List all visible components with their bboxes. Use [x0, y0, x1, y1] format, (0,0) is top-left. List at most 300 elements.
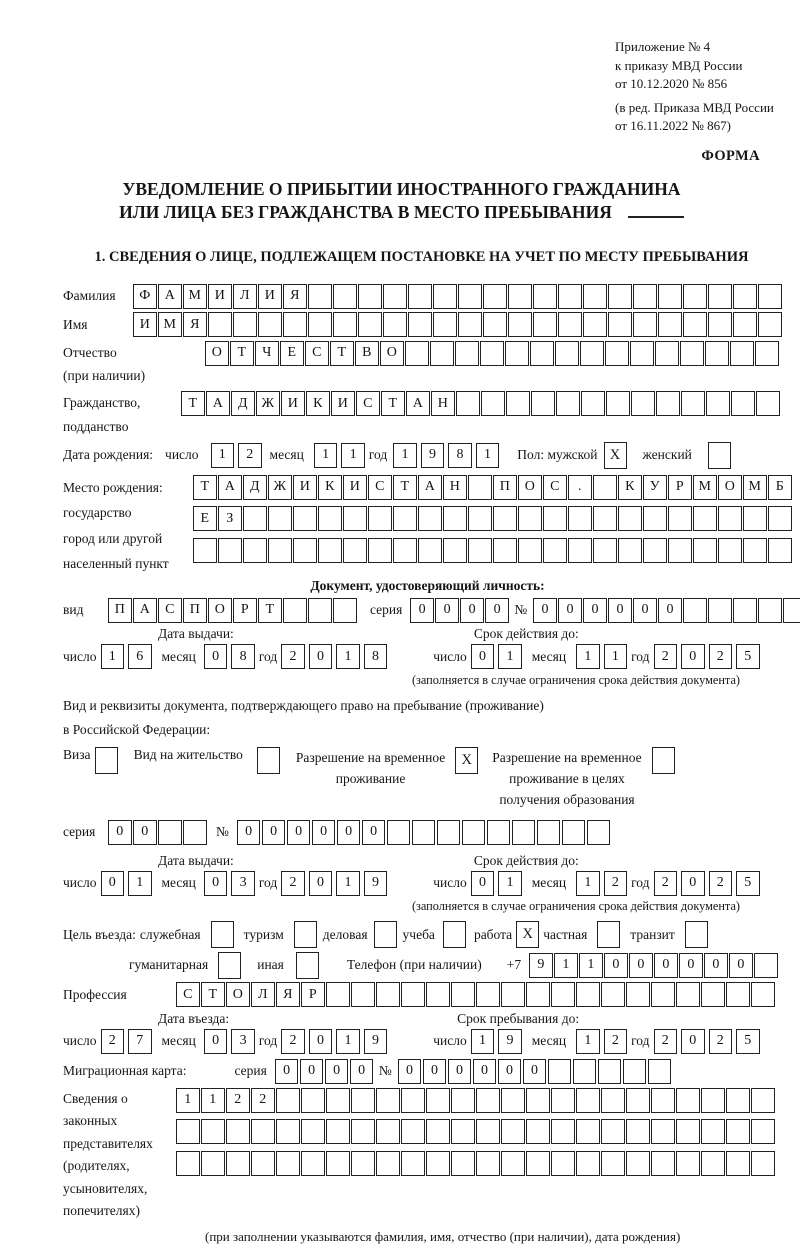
form-cell[interactable] — [701, 1119, 725, 1144]
form-cell[interactable] — [483, 284, 507, 309]
form-cell[interactable] — [643, 506, 667, 531]
form-cell-filled[interactable]: Т — [258, 598, 282, 623]
form-cell-filled[interactable]: 0 — [448, 1059, 472, 1084]
form-cell-filled[interactable]: 0 — [633, 598, 657, 623]
form-cell-filled[interactable]: Т — [230, 341, 254, 366]
form-cell[interactable] — [651, 1088, 675, 1113]
form-cell[interactable] — [318, 538, 342, 563]
form-cell[interactable] — [193, 538, 217, 563]
form-cell[interactable] — [308, 598, 332, 623]
form-cell-filled[interactable]: О — [205, 341, 229, 366]
form-cell-filled[interactable]: 0 — [608, 598, 632, 623]
form-cell-filled[interactable]: 6 — [128, 644, 152, 669]
form-cell-filled[interactable]: Л — [233, 284, 257, 309]
form-cell[interactable] — [555, 341, 579, 366]
form-cell-filled[interactable]: 2 — [101, 1029, 125, 1054]
form-cell[interactable] — [551, 1119, 575, 1144]
form-cell-filled[interactable]: 1 — [471, 1029, 495, 1054]
form-cell-filled[interactable]: 0 — [460, 598, 484, 623]
form-cell[interactable] — [726, 982, 750, 1007]
form-cell[interactable] — [701, 1151, 725, 1176]
form-cell-filled[interactable]: 1 — [336, 644, 360, 669]
form-cell[interactable] — [218, 538, 242, 563]
form-cell[interactable] — [276, 1088, 300, 1113]
form-cell-filled[interactable]: И — [133, 312, 157, 337]
form-cell-filled[interactable]: 0 — [681, 871, 705, 896]
form-cell-filled[interactable]: 0 — [533, 598, 557, 623]
form-cell[interactable] — [658, 312, 682, 337]
form-cell[interactable] — [668, 506, 692, 531]
form-cell-filled[interactable]: К — [318, 475, 342, 500]
form-cell[interactable] — [501, 982, 525, 1007]
form-cell[interactable] — [476, 1119, 500, 1144]
form-cell[interactable] — [426, 982, 450, 1007]
form-cell[interactable] — [526, 1151, 550, 1176]
form-cell-filled[interactable]: 1 — [604, 644, 628, 669]
form-cell-filled[interactable]: О — [380, 341, 404, 366]
form-cell[interactable] — [573, 1059, 597, 1084]
form-cell-filled[interactable]: 0 — [523, 1059, 547, 1084]
form-cell[interactable] — [201, 1119, 225, 1144]
form-cell-filled[interactable]: 5 — [736, 1029, 760, 1054]
form-cell-filled[interactable]: 0 — [309, 1029, 333, 1054]
form-cell[interactable] — [468, 538, 492, 563]
form-cell-filled[interactable]: 2 — [238, 443, 262, 468]
form-cell[interactable] — [301, 1119, 325, 1144]
form-cell[interactable] — [683, 284, 707, 309]
form-cell[interactable] — [456, 391, 480, 416]
form-cell-filled[interactable]: 1 — [576, 871, 600, 896]
form-cell-filled[interactable]: 5 — [736, 871, 760, 896]
form-cell-filled[interactable]: 9 — [529, 953, 553, 978]
form-cell[interactable] — [568, 506, 592, 531]
form-cell-filled[interactable]: П — [108, 598, 132, 623]
form-cell-filled[interactable]: И — [281, 391, 305, 416]
form-cell-filled[interactable]: 1 — [201, 1088, 225, 1113]
form-cell[interactable] — [768, 538, 792, 563]
form-cell[interactable] — [483, 312, 507, 337]
form-cell-filled[interactable]: 0 — [729, 953, 753, 978]
form-cell[interactable] — [652, 747, 675, 774]
form-cell[interactable] — [706, 391, 730, 416]
form-cell[interactable] — [218, 952, 241, 979]
form-cell[interactable] — [730, 341, 754, 366]
form-cell-filled[interactable]: 0 — [435, 598, 459, 623]
form-cell[interactable] — [626, 1088, 650, 1113]
form-cell[interactable] — [296, 952, 319, 979]
form-cell-filled[interactable]: 9 — [364, 1029, 388, 1054]
form-cell-filled[interactable]: О — [518, 475, 542, 500]
form-cell[interactable] — [783, 598, 800, 623]
form-cell[interactable] — [648, 1059, 672, 1084]
form-cell[interactable] — [655, 341, 679, 366]
form-cell-filled[interactable]: А — [218, 475, 242, 500]
form-cell[interactable] — [468, 475, 492, 500]
form-cell[interactable] — [443, 538, 467, 563]
form-cell[interactable] — [276, 1151, 300, 1176]
form-cell[interactable] — [593, 538, 617, 563]
form-cell[interactable] — [518, 506, 542, 531]
form-cell-filled[interactable]: 0 — [398, 1059, 422, 1084]
form-cell-filled[interactable]: И — [258, 284, 282, 309]
form-cell-filled[interactable]: 0 — [204, 1029, 228, 1054]
form-cell-filled[interactable]: К — [306, 391, 330, 416]
form-cell[interactable] — [508, 312, 532, 337]
form-cell[interactable] — [418, 506, 442, 531]
form-cell[interactable] — [755, 341, 779, 366]
form-cell-filled[interactable]: Т — [193, 475, 217, 500]
form-cell[interactable] — [293, 506, 317, 531]
form-cell[interactable] — [633, 284, 657, 309]
form-cell[interactable] — [733, 598, 757, 623]
form-cell[interactable] — [683, 312, 707, 337]
form-cell[interactable] — [508, 284, 532, 309]
form-cell[interactable] — [343, 538, 367, 563]
form-cell[interactable] — [743, 538, 767, 563]
form-cell[interactable] — [597, 921, 620, 948]
form-cell[interactable] — [433, 284, 457, 309]
form-cell-filled[interactable]: 8 — [231, 644, 255, 669]
form-cell-filled[interactable]: 0 — [471, 644, 495, 669]
form-cell-filled[interactable]: 1 — [579, 953, 603, 978]
form-cell-filled[interactable]: 9 — [421, 443, 445, 468]
form-cell-filled[interactable]: 1 — [393, 443, 417, 468]
form-cell-filled[interactable]: О — [226, 982, 250, 1007]
form-cell-filled[interactable]: 0 — [410, 598, 434, 623]
form-cell-filled[interactable]: 0 — [473, 1059, 497, 1084]
form-cell-filled[interactable]: Е — [280, 341, 304, 366]
form-cell-filled[interactable]: У — [643, 475, 667, 500]
form-cell-filled[interactable]: Р — [301, 982, 325, 1007]
form-cell-filled[interactable]: 2 — [281, 1029, 305, 1054]
form-cell[interactable] — [533, 284, 557, 309]
form-cell[interactable] — [211, 921, 234, 948]
form-cell-filled[interactable]: 2 — [226, 1088, 250, 1113]
form-cell[interactable] — [668, 538, 692, 563]
form-cell-filled[interactable]: К — [618, 475, 642, 500]
form-cell-filled[interactable]: 0 — [485, 598, 509, 623]
form-cell[interactable] — [351, 1151, 375, 1176]
form-cell[interactable] — [568, 538, 592, 563]
form-cell-filled[interactable]: 0 — [629, 953, 653, 978]
form-cell-filled[interactable]: 3 — [231, 1029, 255, 1054]
form-cell-filled[interactable]: С — [158, 598, 182, 623]
form-cell[interactable] — [754, 953, 778, 978]
form-cell-filled[interactable]: 0 — [237, 820, 261, 845]
form-cell[interactable] — [268, 538, 292, 563]
form-cell[interactable] — [756, 391, 780, 416]
form-cell[interactable] — [676, 1119, 700, 1144]
form-cell-filled[interactable]: Д — [231, 391, 255, 416]
form-cell[interactable] — [580, 341, 604, 366]
form-cell-filled[interactable]: 0 — [681, 1029, 705, 1054]
form-cell[interactable] — [401, 1119, 425, 1144]
form-cell-filled[interactable]: Е — [193, 506, 217, 531]
form-cell-filled[interactable]: 5 — [736, 644, 760, 669]
form-cell-filled[interactable]: 1 — [498, 871, 522, 896]
form-cell-filled[interactable]: 0 — [658, 598, 682, 623]
form-cell[interactable] — [333, 598, 357, 623]
form-cell[interactable] — [676, 1151, 700, 1176]
form-cell-filled[interactable]: 0 — [654, 953, 678, 978]
form-cell[interactable] — [251, 1151, 275, 1176]
form-cell[interactable] — [576, 1119, 600, 1144]
form-cell-filled[interactable]: Р — [668, 475, 692, 500]
form-cell[interactable] — [751, 1088, 775, 1113]
form-cell-filled[interactable]: 1 — [576, 644, 600, 669]
form-cell[interactable] — [451, 1151, 475, 1176]
form-cell-filled[interactable]: X — [455, 747, 478, 774]
form-cell[interactable] — [543, 538, 567, 563]
form-cell[interactable] — [426, 1088, 450, 1113]
form-cell[interactable] — [548, 1059, 572, 1084]
form-cell[interactable] — [631, 391, 655, 416]
form-cell[interactable] — [705, 341, 729, 366]
form-cell-filled[interactable]: С — [356, 391, 380, 416]
form-cell-filled[interactable]: 1 — [211, 443, 235, 468]
form-cell-filled[interactable]: 2 — [709, 1029, 733, 1054]
form-cell-filled[interactable]: Б — [768, 475, 792, 500]
form-cell[interactable] — [506, 391, 530, 416]
form-cell[interactable] — [387, 820, 411, 845]
form-cell[interactable] — [562, 820, 586, 845]
form-cell-filled[interactable]: Р — [233, 598, 257, 623]
form-cell[interactable] — [558, 284, 582, 309]
form-cell-filled[interactable]: О — [718, 475, 742, 500]
form-cell[interactable] — [543, 506, 567, 531]
form-cell-filled[interactable]: А — [418, 475, 442, 500]
form-cell[interactable] — [556, 391, 580, 416]
form-cell[interactable] — [731, 391, 755, 416]
form-cell[interactable] — [243, 538, 267, 563]
form-cell[interactable] — [708, 442, 731, 469]
form-cell-filled[interactable]: Ж — [268, 475, 292, 500]
form-cell[interactable] — [601, 1119, 625, 1144]
form-cell[interactable] — [226, 1151, 250, 1176]
form-cell-filled[interactable]: 0 — [604, 953, 628, 978]
form-cell[interactable] — [374, 921, 397, 948]
form-cell[interactable] — [476, 1151, 500, 1176]
form-cell[interactable] — [283, 598, 307, 623]
form-cell-filled[interactable]: 7 — [128, 1029, 152, 1054]
form-cell-filled[interactable]: 0 — [498, 1059, 522, 1084]
form-cell-filled[interactable]: X — [604, 442, 627, 469]
form-cell-filled[interactable]: 0 — [558, 598, 582, 623]
form-cell[interactable] — [326, 982, 350, 1007]
form-cell[interactable] — [758, 598, 782, 623]
form-cell[interactable] — [683, 598, 707, 623]
form-cell[interactable] — [283, 312, 307, 337]
form-cell[interactable] — [733, 312, 757, 337]
form-cell[interactable] — [480, 341, 504, 366]
form-cell-filled[interactable]: С — [543, 475, 567, 500]
form-cell-filled[interactable]: 0 — [325, 1059, 349, 1084]
form-cell[interactable] — [487, 820, 511, 845]
form-cell[interactable] — [326, 1088, 350, 1113]
form-cell[interactable] — [626, 1151, 650, 1176]
form-cell[interactable] — [593, 475, 617, 500]
form-cell-filled[interactable]: Т — [201, 982, 225, 1007]
form-cell-filled[interactable]: 0 — [679, 953, 703, 978]
form-cell[interactable] — [333, 312, 357, 337]
form-cell[interactable] — [201, 1151, 225, 1176]
form-cell-filled[interactable]: 2 — [654, 1029, 678, 1054]
form-cell-filled[interactable]: Т — [393, 475, 417, 500]
form-cell-filled[interactable]: 8 — [364, 644, 388, 669]
form-cell[interactable] — [576, 1151, 600, 1176]
form-cell[interactable] — [576, 1088, 600, 1113]
form-cell[interactable] — [308, 284, 332, 309]
form-cell[interactable] — [401, 1151, 425, 1176]
form-cell-filled[interactable]: 9 — [498, 1029, 522, 1054]
form-cell[interactable] — [583, 284, 607, 309]
form-cell-filled[interactable]: 0 — [275, 1059, 299, 1084]
form-cell[interactable] — [643, 538, 667, 563]
form-cell[interactable] — [606, 391, 630, 416]
form-cell[interactable] — [176, 1119, 200, 1144]
form-cell-filled[interactable]: Д — [243, 475, 267, 500]
form-cell-filled[interactable]: 0 — [309, 644, 333, 669]
form-cell[interactable] — [593, 506, 617, 531]
form-cell[interactable] — [326, 1151, 350, 1176]
form-cell[interactable] — [526, 1119, 550, 1144]
form-cell-filled[interactable]: Л — [251, 982, 275, 1007]
form-cell[interactable] — [708, 284, 732, 309]
form-cell[interactable] — [376, 1151, 400, 1176]
form-cell-filled[interactable]: 1 — [128, 871, 152, 896]
form-cell[interactable] — [583, 312, 607, 337]
form-cell-filled[interactable]: 0 — [300, 1059, 324, 1084]
form-cell-filled[interactable]: 2 — [251, 1088, 275, 1113]
form-cell[interactable] — [443, 921, 466, 948]
form-cell-filled[interactable]: 0 — [262, 820, 286, 845]
form-cell[interactable] — [608, 284, 632, 309]
form-cell[interactable] — [401, 1088, 425, 1113]
form-cell-filled[interactable]: Ж — [256, 391, 280, 416]
form-cell-filled[interactable]: 0 — [133, 820, 157, 845]
form-cell-filled[interactable]: П — [493, 475, 517, 500]
form-cell[interactable] — [681, 391, 705, 416]
form-cell[interactable] — [708, 598, 732, 623]
form-cell[interactable] — [768, 506, 792, 531]
form-cell[interactable] — [551, 982, 575, 1007]
form-cell[interactable] — [451, 1119, 475, 1144]
form-cell[interactable] — [526, 982, 550, 1007]
form-cell[interactable] — [183, 820, 207, 845]
form-cell-filled[interactable]: 0 — [108, 820, 132, 845]
form-cell[interactable] — [693, 538, 717, 563]
form-cell[interactable] — [626, 982, 650, 1007]
form-cell[interactable] — [676, 982, 700, 1007]
form-cell-filled[interactable]: 0 — [204, 644, 228, 669]
form-cell[interactable] — [618, 538, 642, 563]
form-cell-filled[interactable]: 8 — [448, 443, 472, 468]
form-cell[interactable] — [433, 312, 457, 337]
form-cell-filled[interactable]: 9 — [364, 871, 388, 896]
form-cell-filled[interactable]: 0 — [471, 871, 495, 896]
form-cell-filled[interactable]: 0 — [309, 871, 333, 896]
form-cell-filled[interactable]: И — [293, 475, 317, 500]
form-cell-filled[interactable]: Я — [183, 312, 207, 337]
form-cell[interactable] — [551, 1151, 575, 1176]
form-cell[interactable] — [455, 341, 479, 366]
form-cell-filled[interactable]: 3 — [231, 871, 255, 896]
form-cell-filled[interactable]: 0 — [423, 1059, 447, 1084]
form-cell[interactable] — [718, 538, 742, 563]
form-cell[interactable] — [581, 391, 605, 416]
form-cell[interactable] — [481, 391, 505, 416]
form-cell[interactable] — [651, 1119, 675, 1144]
form-cell-filled[interactable]: В — [355, 341, 379, 366]
form-cell[interactable] — [651, 1151, 675, 1176]
form-cell[interactable] — [685, 921, 708, 948]
form-cell[interactable] — [405, 341, 429, 366]
form-cell[interactable] — [751, 1119, 775, 1144]
form-cell[interactable] — [383, 312, 407, 337]
form-cell[interactable] — [751, 1151, 775, 1176]
form-cell[interactable] — [376, 982, 400, 1007]
form-cell-filled[interactable]: С — [176, 982, 200, 1007]
form-cell[interactable] — [530, 341, 554, 366]
form-cell-filled[interactable]: 1 — [336, 871, 360, 896]
form-cell[interactable] — [601, 1151, 625, 1176]
form-cell[interactable] — [333, 284, 357, 309]
form-cell[interactable] — [758, 312, 782, 337]
form-cell[interactable] — [257, 747, 280, 774]
form-cell[interactable] — [726, 1119, 750, 1144]
form-cell-filled[interactable]: А — [206, 391, 230, 416]
form-cell-filled[interactable]: Т — [330, 341, 354, 366]
form-cell[interactable] — [426, 1119, 450, 1144]
form-cell[interactable] — [276, 1119, 300, 1144]
form-cell-filled[interactable]: 1 — [576, 1029, 600, 1054]
form-cell[interactable] — [358, 312, 382, 337]
form-cell[interactable] — [412, 820, 436, 845]
form-cell[interactable] — [701, 1088, 725, 1113]
form-cell[interactable] — [318, 506, 342, 531]
form-cell[interactable] — [251, 1119, 275, 1144]
form-cell-filled[interactable]: Т — [181, 391, 205, 416]
form-cell-filled[interactable]: 2 — [604, 871, 628, 896]
form-cell-filled[interactable]: . — [568, 475, 592, 500]
form-cell-filled[interactable]: Я — [283, 284, 307, 309]
form-cell[interactable] — [751, 982, 775, 1007]
form-cell-filled[interactable]: И — [208, 284, 232, 309]
form-cell-filled[interactable]: М — [158, 312, 182, 337]
form-cell[interactable] — [176, 1151, 200, 1176]
form-cell[interactable] — [401, 982, 425, 1007]
form-cell-filled[interactable]: 1 — [341, 443, 365, 468]
form-cell[interactable] — [618, 506, 642, 531]
form-cell[interactable] — [358, 284, 382, 309]
form-cell[interactable] — [430, 341, 454, 366]
form-cell[interactable] — [743, 506, 767, 531]
form-cell[interactable] — [233, 312, 257, 337]
form-cell[interactable] — [294, 921, 317, 948]
form-cell[interactable] — [258, 312, 282, 337]
form-cell-filled[interactable]: И — [331, 391, 355, 416]
form-cell-filled[interactable]: 2 — [709, 871, 733, 896]
form-cell[interactable] — [376, 1088, 400, 1113]
form-cell-filled[interactable]: 0 — [287, 820, 311, 845]
form-cell[interactable] — [531, 391, 555, 416]
form-cell[interactable] — [308, 312, 332, 337]
form-cell-filled[interactable]: П — [183, 598, 207, 623]
form-cell-filled[interactable]: С — [368, 475, 392, 500]
form-cell[interactable] — [733, 284, 757, 309]
form-cell-filled[interactable]: 1 — [336, 1029, 360, 1054]
form-cell[interactable] — [326, 1119, 350, 1144]
